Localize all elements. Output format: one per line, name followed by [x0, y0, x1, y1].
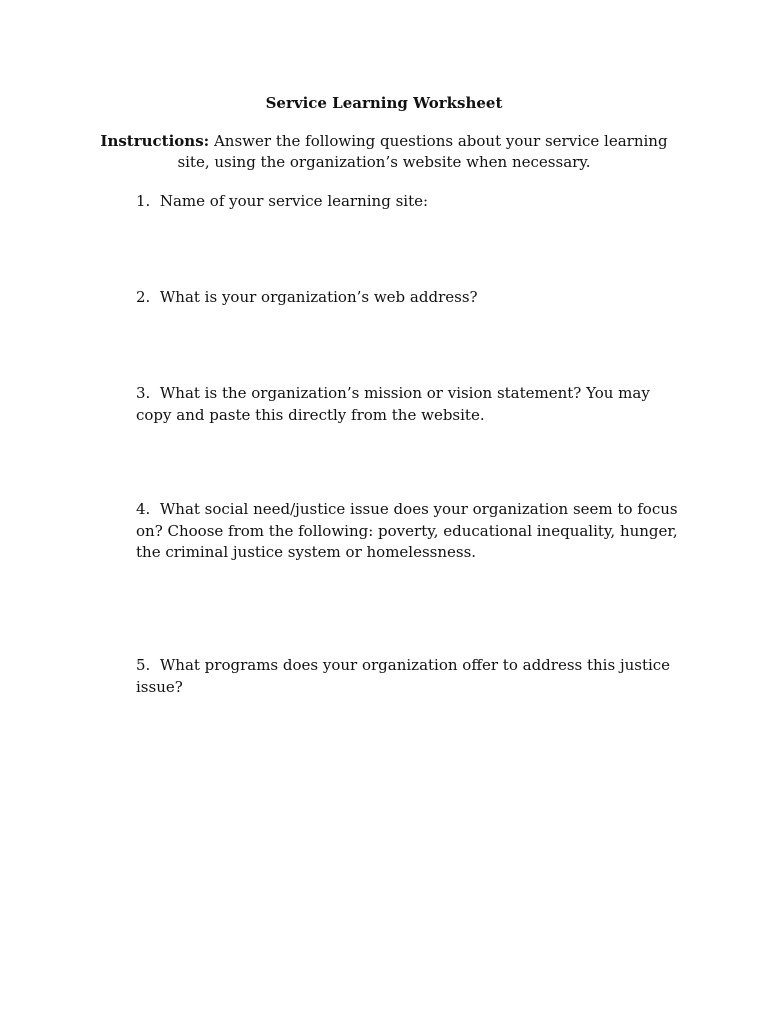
question-item	[136, 287, 681, 309]
question-text: What programs does your organization offer to address this justice issue?	[136, 656, 671, 696]
question-item	[136, 191, 681, 213]
instructions-paragraph	[92, 131, 676, 173]
question-number: 4.	[136, 500, 151, 518]
question-item	[136, 655, 681, 698]
question-number: 5.	[136, 656, 151, 674]
question-text: What is your organization’s web address?	[159, 288, 478, 306]
question-item	[136, 383, 681, 426]
instructions-text: Answer the following questions about your service learning site, using the organization’s website when necessary.	[177, 132, 668, 171]
question-number: 3.	[136, 384, 151, 402]
question-item	[136, 499, 681, 564]
question-number: 1.	[136, 192, 151, 210]
question-text: What is the organization’s mission or vision statement? You may copy and paste this directly from the website.	[136, 384, 650, 424]
instructions-label: Instructions:	[100, 132, 210, 150]
question-text: Name of your service learning site:	[159, 192, 429, 210]
document-title: Service Learning Worksheet	[265, 94, 503, 112]
question-number: 2.	[136, 288, 151, 306]
question-text: What social need/justice issue does your organization seem to focus on? Choose from the following: poverty, educational inequality, hunger, the criminal justice system or homelessness.	[136, 500, 678, 561]
